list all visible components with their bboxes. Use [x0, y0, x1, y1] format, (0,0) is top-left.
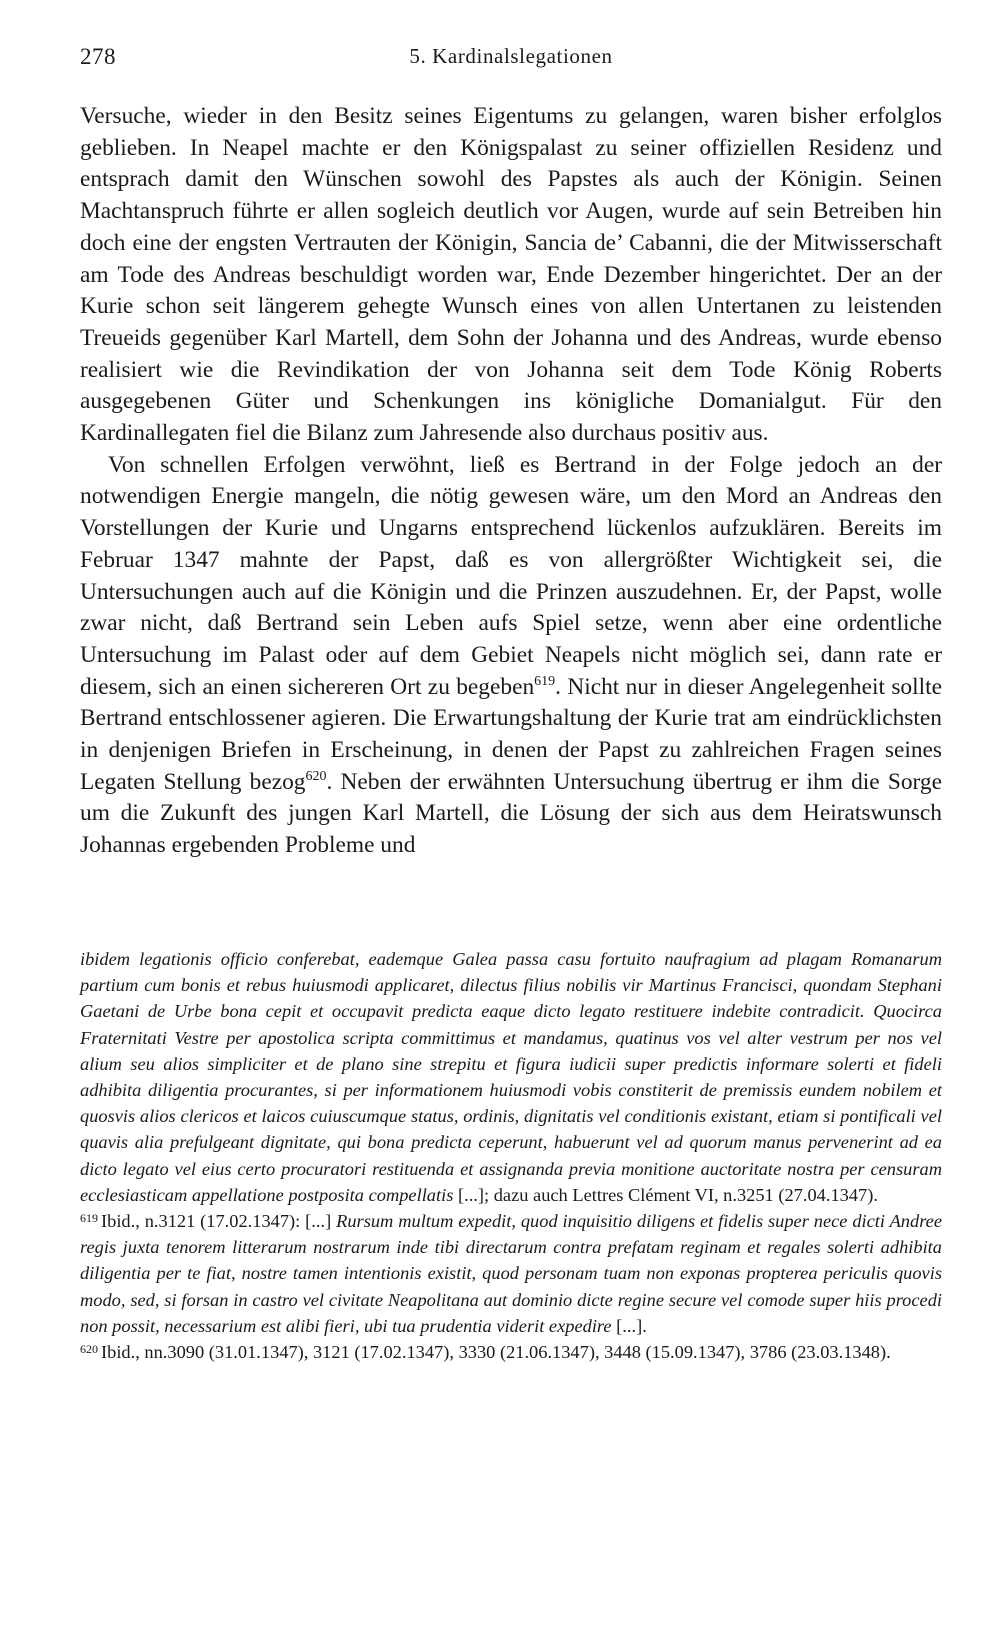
paragraph-2-text-b: . Nicht nur in dieser Angelegenheit sollte Bertrand entschlossener agieren. Die Erwartungshaltung der Kurie trat am eindrücklichsten in denjenigen Briefen in Erscheinung, in denen der Papst zu zahlreichen Fragen seines Legaten Stellung bezog: [80, 673, 942, 795]
paragraph-2-text-a: Von schnellen Erfolgen verwöhnt, ließ es Bertrand in der Folge jedoch an der notwendigen Energie mangeln, die nötig gewesen wäre, um den Mord an Andreas den Vorstellungen der Kurie und Ungarns entsprechend lückenlos aufzuklären. Bereits im Februar 1347 mahnte der Papst, daß es von allergrößter Wichtigkeit sei, die Untersuchungen auch auf die Königin und die Prinzen auszudehnen. Er, der Papst, wolle zwar nicht, daß Bertrand sein Leben aufs Spiel setze, wenn aber eine ordentliche Untersuchung im Palast oder auf dem Gebiet Neapels nicht möglich sei, dann rate er diesem, sich an einen sichereren Ort zu begeben: [80, 451, 942, 700]
running-title: 5. Kardinalslegationen: [409, 44, 613, 68]
footnote-620: [80, 1339, 942, 1365]
footnote-619: [80, 1208, 942, 1339]
footnote-ref-619[interactable]: 619: [534, 673, 556, 689]
footnotes-section: [80, 946, 942, 1365]
paragraph-2-text-c: . Neben der erwähnten Untersuchung übertrug er ihm die Sorge um die Zukunft des jungen Karl Martell, die Lösung der sich aus dem Heiratswunsch Johannas ergebenden Probleme und: [80, 768, 942, 859]
footnote-618-latin-quote: ibidem legationis officio conferebat, eademque Galea passa casu fortuito naufragium ad plagam Romanarum partium cum bonis et rebus huiusmodi applicaret, dilectus filius nobilis vir Martinus Francisci, quondam Stephani Gaetani de Urbe bona cepit et occupavit predicta eaque dicto legato restituere indebite contradicit. Quocirca Fraternitati Vestre per apostolica scripta committimus et mandamus, quatinus vos vel alter vestrum per nos vel alium seu alios simpliciter et de plano sine strepitu et figura iudicii super predictis informare solerti et fideli adhibita diligentia procurantes, si per informationem huiusmodi vobis constiterit de premissis eundem nobilem et quosvis alios clericos et laicos cuiuscumque status, ordinis, dignitatis vel conditionis existant, etiam si pontificali vel quavis alia prefulgeant dignitate, qui bona predicta ceperunt, habuerunt vel ad quorum manus pervenerint ad ea dicto legato vel eius certo procuratori restituenda et assignanda previa monitione auctoritate nostra per censuram ecclesiasticam appellatione postposita compellatis: [80, 949, 942, 1205]
paragraph-1: [80, 101, 942, 450]
footnote-618-end: [...]; dazu auch Lettres Clément VI, n.3251 (27.04.1347).: [453, 1184, 878, 1205]
footnote-619-latin-quote: Rursum multum expedit, quod inquisitio diligens et fidelis super nece dicti Andree regis juxta tenorem litterarum nostrarum inde tibi directarum contra prefatam reginam et regales solerti adhibita diligentia per te fiat, nostre tamen intentionis existit, quod personam tuam non exponas propterea periculis quovis modo, sed, si forsan in castro vel civitate Neapolitana aut dominio dicte regine secure vel comode super hiis procedi non possit, necessarium est alibi fieri, ubi tua prudentia viderit expedire: [80, 1211, 942, 1336]
footnote-620-number: 620: [80, 1342, 98, 1357]
footnote-618-continuation: [80, 946, 942, 1208]
page-number: 278: [80, 44, 116, 69]
main-text: [80, 101, 942, 862]
footnote-619-number: 619: [80, 1211, 98, 1226]
footnote-619-end: [...].: [611, 1315, 647, 1336]
paragraph-1-text: Versuche, wieder in den Besitz seines Eigentums zu gelangen, waren bisher erfolglos geblieben. In Neapel machte er den Königspalast zu seiner offiziellen Residenz und entsprach damit den Wünschen sowohl des Papstes als auch der Königin. Seinen Machtanspruch führte er allen sogleich deutlich vor Augen, wurde auf sein Betreiben hin doch eine der engsten Vertrauten der Königin, Sancia de’ Cabanni, die der Mitwisserschaft am Tode des Andreas beschuldigt worden war, Ende Dezember hingerichtet. Der an der Kurie schon seit längerem gehegte Wunsch eines von allen Untertanen zu leistenden Treueids gegenüber Karl Martell, dem Sohn der Johanna und des Andreas, wurde ebenso realisiert wie die Revindikation der von Johanna seit dem Tode König Roberts ausgegebenen Güter und Schenkungen ins königliche Domanialgut. Für den Kardinallegaten fiel die Bilanz zum Jahresende also durchaus positiv aus.: [80, 103, 942, 447]
page-header: [80, 44, 942, 78]
footnote-619-reference: Ibid., n.3121 (17.02.1347): [...]: [101, 1211, 337, 1232]
footnote-620-text: Ibid., nn.3090 (31.01.1347), 3121 (17.02.1347), 3330 (21.06.1347), 3448 (15.09.1347), 3786 (23.03.1348).: [101, 1342, 891, 1363]
footnote-ref-620[interactable]: 620: [305, 768, 327, 784]
paragraph-2: [80, 450, 942, 862]
